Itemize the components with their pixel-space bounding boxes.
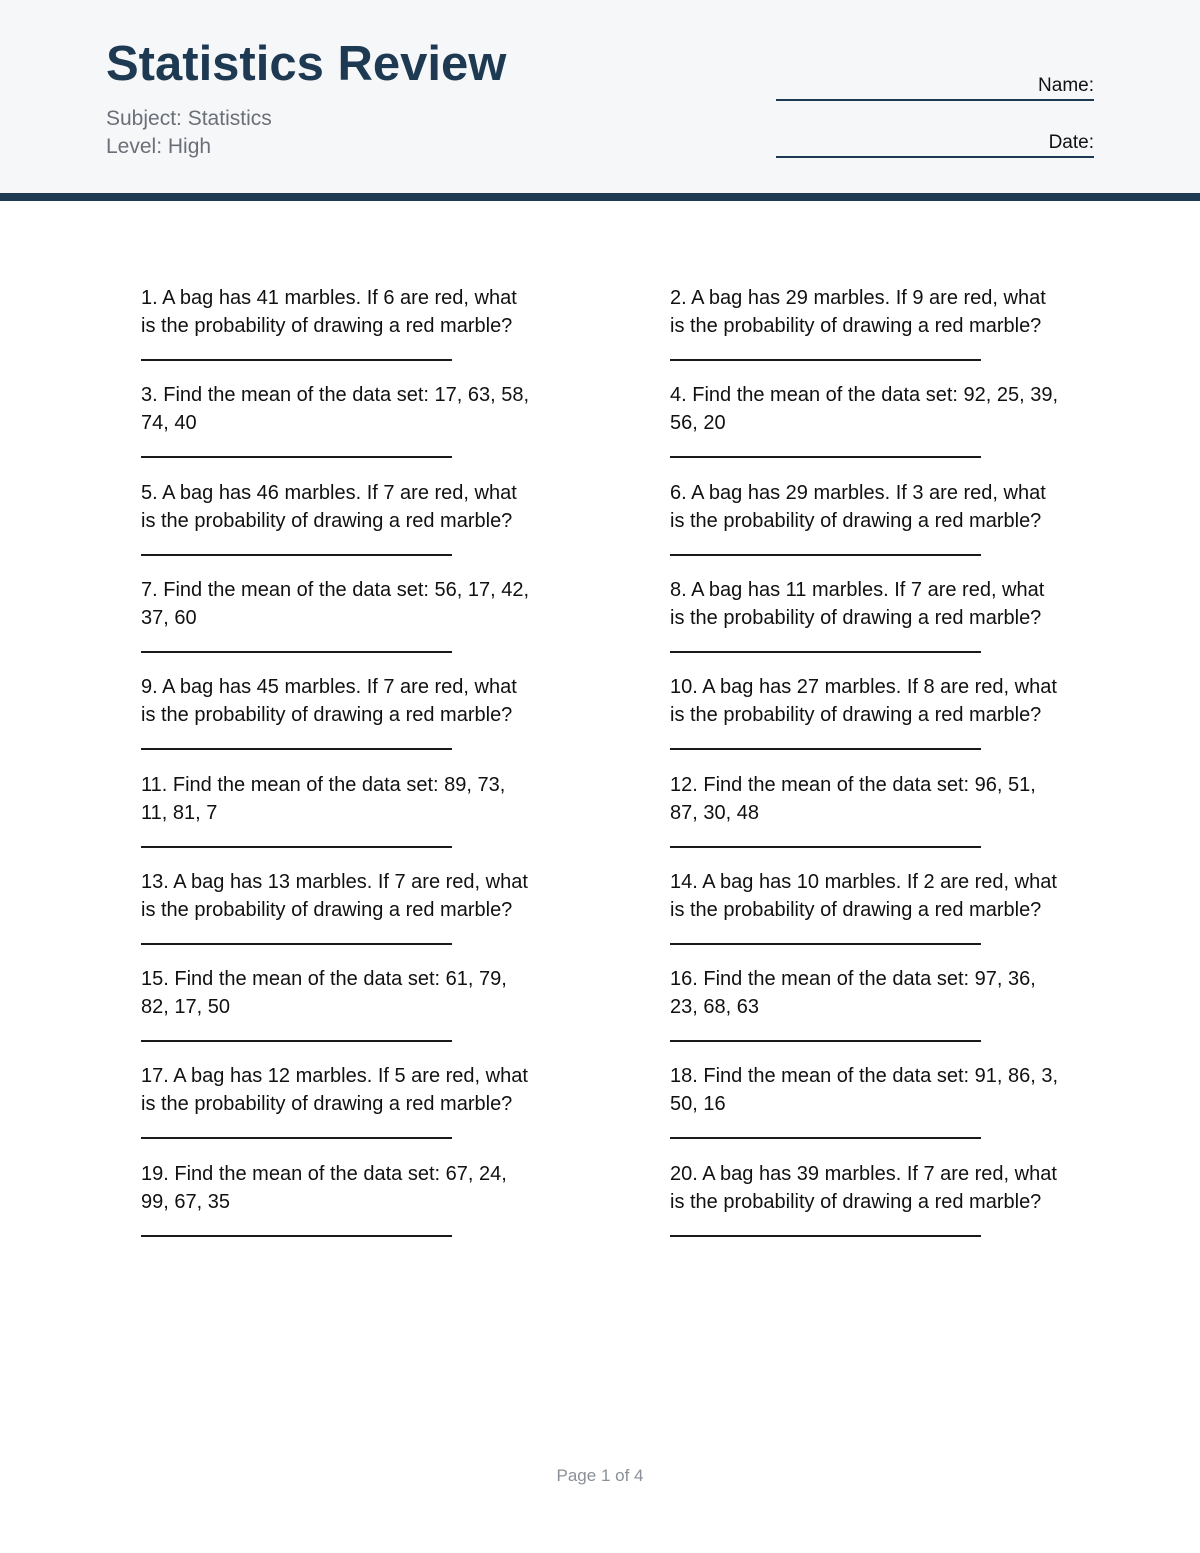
question-item: [670, 479, 1095, 569]
question-text-line: 9. A bag has 45 marbles. If 7 are red, what: [141, 676, 517, 698]
question-item: [670, 868, 1095, 958]
question-text-line: 37, 60: [141, 607, 197, 629]
question-text-line: 12. Find the mean of the data set: 96, 51,: [670, 774, 1036, 796]
question-item: [141, 1160, 566, 1250]
question-text-line: 18. Find the mean of the data set: 91, 86, 3,: [670, 1065, 1059, 1087]
answer-line[interactable]: [670, 943, 981, 945]
worksheet-header: [0, 0, 1200, 201]
question-item: [670, 1062, 1095, 1152]
answer-line[interactable]: [670, 456, 981, 458]
question-item: [670, 1160, 1095, 1250]
question-text-line: 56, 20: [670, 412, 726, 434]
answer-line[interactable]: [141, 1235, 452, 1237]
question-text-line: 2. A bag has 29 marbles. If 9 are red, what: [670, 287, 1046, 309]
answer-line[interactable]: [670, 651, 981, 653]
question-item: [670, 576, 1095, 666]
question-item: [670, 673, 1095, 763]
question-text-line: 87, 30, 48: [670, 802, 759, 824]
question-text-line: 10. A bag has 27 marbles. If 8 are red, what: [670, 676, 1057, 698]
question-text-line: is the probability of drawing a red marble?: [670, 607, 1042, 629]
answer-line[interactable]: [670, 1235, 981, 1237]
question-item: [670, 771, 1095, 861]
answer-line[interactable]: [141, 943, 452, 945]
question-text-line: 19. Find the mean of the data set: 67, 24,: [141, 1163, 507, 1185]
question-item: [141, 576, 566, 666]
answer-line[interactable]: [141, 651, 452, 653]
question-text-line: 3. Find the mean of the data set: 17, 63, 58,: [141, 384, 530, 406]
question-text-line: 11. Find the mean of the data set: 89, 73,: [141, 774, 506, 796]
question-item: [141, 1062, 566, 1152]
subject-label: Subject: Statistics: [106, 107, 272, 130]
question-text-line: 7. Find the mean of the data set: 56, 17, 42,: [141, 579, 530, 601]
question-item: [670, 284, 1095, 374]
question-text-line: is the probability of drawing a red marble?: [670, 704, 1042, 726]
question-text-line: 6. A bag has 29 marbles. If 3 are red, what: [670, 482, 1046, 504]
name-label: Name:: [1038, 75, 1094, 96]
question-item: [141, 479, 566, 569]
answer-line[interactable]: [141, 359, 452, 361]
question-text-line: is the probability of drawing a red marble?: [670, 315, 1042, 337]
question-text-line: 17. A bag has 12 marbles. If 5 are red, what: [141, 1065, 528, 1087]
question-item: [670, 381, 1095, 471]
date-field[interactable]: [776, 126, 1094, 158]
answer-line[interactable]: [141, 1137, 452, 1139]
question-item: [141, 284, 566, 374]
question-text-line: is the probability of drawing a red marble?: [670, 899, 1042, 921]
question-text-line: 8. A bag has 11 marbles. If 7 are red, what: [670, 579, 1045, 601]
question-text-line: is the probability of drawing a red marble?: [141, 1093, 513, 1115]
question-text-line: 15. Find the mean of the data set: 61, 79,: [141, 968, 507, 990]
question-text-line: is the probability of drawing a red marble?: [670, 1191, 1042, 1213]
question-item: [670, 965, 1095, 1055]
question-text-line: 23, 68, 63: [670, 996, 759, 1018]
question-text-line: 13. A bag has 13 marbles. If 7 are red, what: [141, 871, 528, 893]
worksheet-title: Statistics Review: [106, 37, 507, 91]
answer-line[interactable]: [670, 554, 981, 556]
question-text-line: is the probability of drawing a red marble?: [141, 899, 513, 921]
question-text-line: 99, 67, 35: [141, 1191, 230, 1213]
question-item: [141, 965, 566, 1055]
question-item: [141, 673, 566, 763]
answer-line[interactable]: [141, 748, 452, 750]
question-text-line: 14. A bag has 10 marbles. If 2 are red, what: [670, 871, 1057, 893]
question-text-line: 5. A bag has 46 marbles. If 7 are red, what: [141, 482, 517, 504]
answer-line[interactable]: [670, 1040, 981, 1042]
question-text-line: 1. A bag has 41 marbles. If 6 are red, what: [141, 287, 517, 309]
question-text-line: 4. Find the mean of the data set: 92, 25, 39,: [670, 384, 1059, 406]
question-text-line: 16. Find the mean of the data set: 97, 36,: [670, 968, 1036, 990]
answer-line[interactable]: [141, 1040, 452, 1042]
question-text-line: is the probability of drawing a red marble?: [670, 510, 1042, 532]
question-text-line: 74, 40: [141, 412, 197, 434]
question-item: [141, 868, 566, 958]
question-item: [141, 381, 566, 471]
answer-line[interactable]: [670, 359, 981, 361]
page-number: Page 1 of 4: [556, 1466, 644, 1485]
question-text-line: 50, 16: [670, 1093, 726, 1115]
question-item: [141, 771, 566, 861]
answer-line[interactable]: [670, 748, 981, 750]
answer-line[interactable]: [141, 554, 452, 556]
answer-line[interactable]: [141, 846, 452, 848]
question-text-line: 82, 17, 50: [141, 996, 230, 1018]
answer-line[interactable]: [670, 846, 981, 848]
question-text-line: is the probability of drawing a red marble?: [141, 704, 513, 726]
question-text-line: is the probability of drawing a red marble?: [141, 510, 513, 532]
date-label: Date:: [1048, 132, 1094, 153]
question-text-line: 20. A bag has 39 marbles. If 7 are red, what: [670, 1163, 1057, 1185]
question-text-line: is the probability of drawing a red marble?: [141, 315, 513, 337]
answer-line[interactable]: [670, 1137, 981, 1139]
question-text-line: 11, 81, 7: [141, 802, 218, 824]
name-field[interactable]: [776, 69, 1094, 101]
answer-line[interactable]: [141, 456, 452, 458]
level-label: Level: High: [106, 135, 212, 158]
